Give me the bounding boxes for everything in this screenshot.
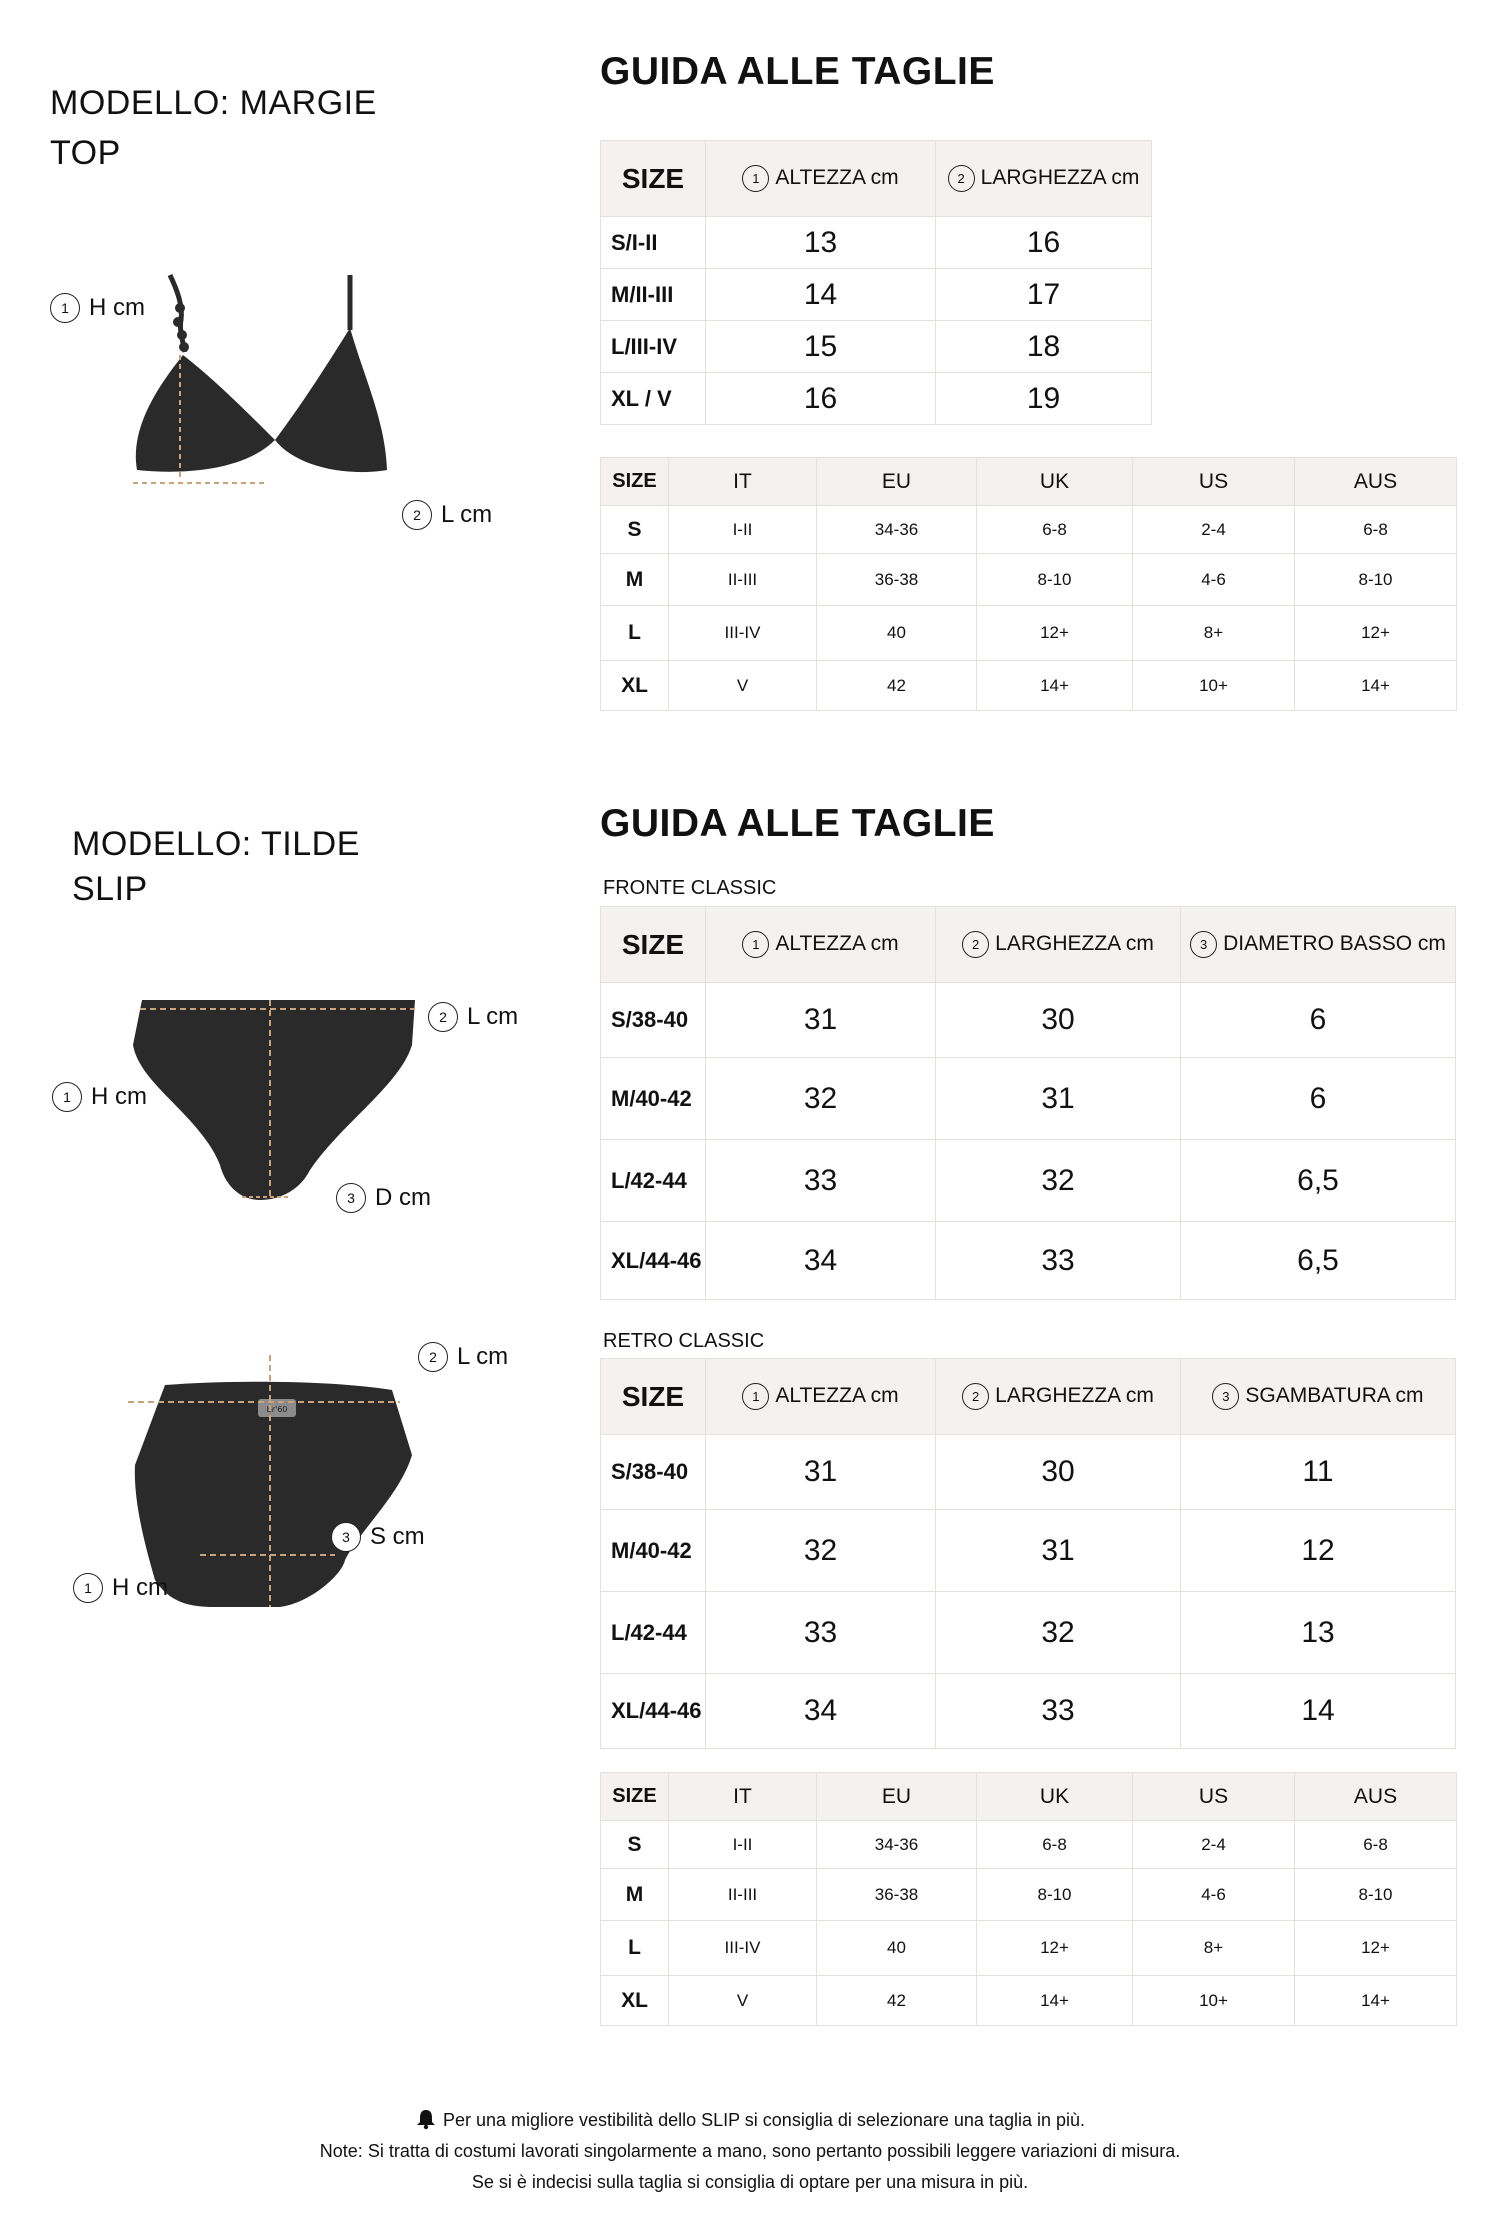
size-cell: XL/44-46 <box>601 1222 706 1300</box>
header-altezza-number: 1 <box>742 165 769 192</box>
bell-icon <box>415 2108 437 2130</box>
header-it: IT <box>669 1773 817 1821</box>
header-us: US <box>1133 1773 1295 1821</box>
aus-cell: 8-10 <box>1295 1869 1457 1921</box>
header-size: SIZE <box>601 1359 706 1435</box>
table-row <box>601 506 1457 554</box>
header-aus: AUS <box>1295 458 1457 506</box>
sgambatura-cell: 12 <box>1181 1510 1456 1592</box>
size-cell: M/40-42 <box>601 1058 706 1140</box>
us-cell: 2-4 <box>1133 506 1295 554</box>
us-cell: 8+ <box>1133 1921 1295 1976</box>
note-line-1 <box>0 2105 1500 2136</box>
us-cell: 8+ <box>1133 606 1295 661</box>
size-cell: XL / V <box>601 373 706 425</box>
table-row <box>601 269 1152 321</box>
note-line-3: Se si è indecisi sulla taglia si consiglia di optare per una misura in più. <box>471 2172 1029 2192</box>
table-header-row <box>601 1359 1456 1435</box>
top-model-name: MODELLO: MARGIE <box>50 84 377 122</box>
top-model-type: TOP <box>50 134 121 172</box>
top-measure-table <box>600 140 1152 425</box>
size-cell: M <box>601 1869 669 1921</box>
sgambatura-cell: 14 <box>1181 1674 1456 1749</box>
larghezza-cell: 19 <box>936 373 1152 425</box>
altezza-cell: 34 <box>706 1674 936 1749</box>
slip-front-callout-h-number: 1 <box>52 1082 82 1112</box>
header-diametro <box>1181 907 1456 983</box>
eu-cell: 34-36 <box>817 506 977 554</box>
aus-cell: 12+ <box>1295 1921 1457 1976</box>
size-cell: L <box>601 606 669 661</box>
size-cell: M/II-III <box>601 269 706 321</box>
table-row <box>601 983 1456 1058</box>
slip-front-callout-d-number: 3 <box>336 1183 366 1213</box>
header-sgambatura-label: SGAMBATURA cm <box>1245 1384 1424 1408</box>
table-row <box>601 1821 1457 1869</box>
slip-back-callout-h <box>73 1573 168 1603</box>
table-row <box>601 1222 1456 1300</box>
sgambatura-cell: 11 <box>1181 1435 1456 1510</box>
header-altezza-label: ALTEZZA cm <box>775 932 899 956</box>
aus-cell: 14+ <box>1295 661 1457 711</box>
slip-back-callout-l-number: 2 <box>418 1342 448 1372</box>
altezza-cell: 31 <box>706 1435 936 1510</box>
footer-notes <box>0 2105 1500 2198</box>
us-cell: 4-6 <box>1133 1869 1295 1921</box>
header-sgambatura-number: 3 <box>1212 1383 1239 1410</box>
aus-cell: 14+ <box>1295 1976 1457 2026</box>
top-callout-l-number: 2 <box>402 500 432 530</box>
altezza-cell: 13 <box>706 217 936 269</box>
header-altezza <box>706 141 936 217</box>
table-header-row <box>601 907 1456 983</box>
table-row <box>601 661 1457 711</box>
larghezza-cell: 17 <box>936 269 1152 321</box>
sgambatura-cell: 13 <box>1181 1592 1456 1674</box>
slip-front-table <box>600 906 1456 1300</box>
altezza-cell: 31 <box>706 983 936 1058</box>
header-uk: UK <box>977 458 1133 506</box>
top-right-cup <box>275 328 387 472</box>
uk-cell: 6-8 <box>977 1821 1133 1869</box>
size-cell: S/38-40 <box>601 1435 706 1510</box>
size-cell: M <box>601 554 669 606</box>
header-altezza <box>706 1359 936 1435</box>
table-row <box>601 1140 1456 1222</box>
size-cell: S <box>601 1821 669 1869</box>
note-line-2 <box>0 2136 1500 2167</box>
larghezza-cell: 33 <box>936 1674 1181 1749</box>
header-altezza-number: 1 <box>742 931 769 958</box>
slip-guide-title: GUIDA ALLE TAGLIE <box>600 802 995 845</box>
front-classic-label: FRONTE CLASSIC <box>603 877 777 899</box>
us-cell: 4-6 <box>1133 554 1295 606</box>
bikini-top-illustration <box>125 270 425 500</box>
size-cell: XL <box>601 1976 669 2026</box>
size-cell: L <box>601 1921 669 1976</box>
slip-back-callout-s <box>331 1522 425 1552</box>
header-diametro-number: 3 <box>1190 931 1217 958</box>
it-cell: V <box>669 661 817 711</box>
table-header-row <box>601 1773 1457 1821</box>
altezza-cell: 15 <box>706 321 936 373</box>
table-row <box>601 1921 1457 1976</box>
size-cell: XL/44-46 <box>601 1674 706 1749</box>
larghezza-cell: 31 <box>936 1510 1181 1592</box>
diametro-cell: 6,5 <box>1181 1222 1456 1300</box>
header-size: SIZE <box>601 1773 669 1821</box>
eu-cell: 36-38 <box>817 1869 977 1921</box>
slip-front-callout-h <box>52 1082 147 1112</box>
size-cell: S/38-40 <box>601 983 706 1058</box>
table-row <box>601 1674 1456 1749</box>
top-model-heading <box>50 78 377 178</box>
slip-back-callout-l-label: L cm <box>457 1343 509 1370</box>
aus-cell: 6-8 <box>1295 506 1457 554</box>
eu-cell: 34-36 <box>817 1821 977 1869</box>
top-callout-h-label: H cm <box>89 294 145 321</box>
header-aus: AUS <box>1295 1773 1457 1821</box>
slip-front-illustration <box>130 995 430 1210</box>
top-callout-h-number: 1 <box>50 293 80 323</box>
slip-back-callout-h-number: 1 <box>73 1573 103 1603</box>
diametro-cell: 6,5 <box>1181 1140 1456 1222</box>
larghezza-cell: 30 <box>936 983 1181 1058</box>
eu-cell: 40 <box>817 606 977 661</box>
it-cell: III-IV <box>669 1921 817 1976</box>
altezza-cell: 14 <box>706 269 936 321</box>
slip-back-callout-l <box>418 1342 508 1372</box>
eu-cell: 42 <box>817 661 977 711</box>
size-cell: L/III-IV <box>601 321 706 373</box>
diametro-cell: 6 <box>1181 983 1456 1058</box>
altezza-cell: 32 <box>706 1058 936 1140</box>
table-header-row <box>601 458 1457 506</box>
top-callout-l <box>402 500 492 530</box>
table-header-row <box>601 141 1152 217</box>
header-size: SIZE <box>601 141 706 217</box>
table-row <box>601 1058 1456 1140</box>
larghezza-cell: 31 <box>936 1058 1181 1140</box>
header-altezza <box>706 907 936 983</box>
eu-cell: 42 <box>817 1976 977 2026</box>
header-us: US <box>1133 458 1295 506</box>
top-left-cup <box>136 355 275 472</box>
size-cell: S/I-II <box>601 217 706 269</box>
header-larghezza-label: LARGHEZZA cm <box>995 1384 1154 1408</box>
table-row <box>601 606 1457 661</box>
header-size: SIZE <box>601 907 706 983</box>
uk-cell: 14+ <box>977 661 1133 711</box>
header-eu: EU <box>817 458 977 506</box>
table-row <box>601 1510 1456 1592</box>
it-cell: V <box>669 1976 817 2026</box>
size-cell: XL <box>601 661 669 711</box>
aus-cell: 12+ <box>1295 606 1457 661</box>
header-eu: EU <box>817 1773 977 1821</box>
header-altezza-label: ALTEZZA cm <box>775 166 899 190</box>
altezza-cell: 33 <box>706 1592 936 1674</box>
altezza-cell: 33 <box>706 1140 936 1222</box>
larghezza-cell: 32 <box>936 1592 1181 1674</box>
uk-cell: 6-8 <box>977 506 1133 554</box>
slip-back-callout-h-label: H cm <box>112 1574 168 1601</box>
us-cell: 2-4 <box>1133 1821 1295 1869</box>
aus-cell: 6-8 <box>1295 1821 1457 1869</box>
us-cell: 10+ <box>1133 661 1295 711</box>
uk-cell: 8-10 <box>977 554 1133 606</box>
table-row <box>601 1435 1456 1510</box>
note-line-2-text: Si tratta di costumi lavorati singolarmente a mano, sono pertanto possibili leggere variazioni di misura. <box>367 2141 1181 2161</box>
header-larghezza-label: LARGHEZZA cm <box>980 166 1140 190</box>
header-sgambatura <box>1181 1359 1456 1435</box>
uk-cell: 8-10 <box>977 1869 1133 1921</box>
note-prefix: Note: <box>319 2141 363 2161</box>
slip-front-callout-l-label: L cm <box>467 1003 519 1030</box>
altezza-cell: 16 <box>706 373 936 425</box>
it-cell: III-IV <box>669 606 817 661</box>
header-larghezza <box>936 907 1181 983</box>
table-row <box>601 1592 1456 1674</box>
us-cell: 10+ <box>1133 1976 1295 2026</box>
header-larghezza-label: LARGHEZZA cm <box>995 932 1154 956</box>
size-cell: M/40-42 <box>601 1510 706 1592</box>
slip-back-tag-text: br'60 <box>266 1405 288 1414</box>
slip-model-type: SLIP <box>72 870 148 908</box>
header-diametro-label: DIAMETRO BASSO cm <box>1223 932 1446 956</box>
eu-cell: 36-38 <box>817 554 977 606</box>
larghezza-cell: 32 <box>936 1140 1181 1222</box>
uk-cell: 14+ <box>977 1976 1133 2026</box>
table-row <box>601 1869 1457 1921</box>
slip-front-callout-l <box>428 1002 518 1032</box>
it-cell: I-II <box>669 506 817 554</box>
top-callout-h <box>50 293 145 323</box>
larghezza-cell: 18 <box>936 321 1152 373</box>
slip-front-callout-l-number: 2 <box>428 1002 458 1032</box>
header-size: SIZE <box>601 458 669 506</box>
table-row <box>601 373 1152 425</box>
slip-front-callout-d <box>336 1183 431 1213</box>
top-guide-title: GUIDA ALLE TAGLIE <box>600 50 995 93</box>
diametro-cell: 6 <box>1181 1058 1456 1140</box>
slip-back-illustration <box>130 1355 420 1610</box>
table-row <box>601 217 1152 269</box>
table-row <box>601 321 1152 373</box>
slip-conversion-table <box>600 1772 1457 2026</box>
it-cell: II-III <box>669 554 817 606</box>
note-line-1-text: Per una migliore vestibilità dello SLIP si consiglia di selezionare una taglia in più. <box>442 2110 1086 2130</box>
aus-cell: 8-10 <box>1295 554 1457 606</box>
top-left-strap-chain <box>170 275 185 352</box>
uk-cell: 12+ <box>977 1921 1133 1976</box>
slip-model-heading <box>72 822 360 912</box>
header-uk: UK <box>977 1773 1133 1821</box>
uk-cell: 12+ <box>977 606 1133 661</box>
header-altezza-label: ALTEZZA cm <box>775 1384 899 1408</box>
header-larghezza-number: 2 <box>962 1383 989 1410</box>
size-cell: S <box>601 506 669 554</box>
header-it: IT <box>669 458 817 506</box>
altezza-cell: 32 <box>706 1510 936 1592</box>
retro-classic-label: RETRO CLASSIC <box>603 1330 765 1352</box>
header-larghezza-number: 2 <box>948 165 975 192</box>
it-cell: II-III <box>669 1869 817 1921</box>
larghezza-cell: 30 <box>936 1435 1181 1510</box>
eu-cell: 40 <box>817 1921 977 1976</box>
slip-front-callout-h-label: H cm <box>91 1083 147 1110</box>
larghezza-cell: 33 <box>936 1222 1181 1300</box>
top-callout-l-label: L cm <box>441 501 493 528</box>
altezza-cell: 34 <box>706 1222 936 1300</box>
header-larghezza <box>936 141 1152 217</box>
size-cell: L/42-44 <box>601 1592 706 1674</box>
slip-model-name: MODELLO: TILDE <box>72 825 360 863</box>
slip-back-table <box>600 1358 1456 1749</box>
header-larghezza-number: 2 <box>962 931 989 958</box>
header-altezza-number: 1 <box>742 1383 769 1410</box>
slip-back-callout-s-label: S cm <box>370 1523 425 1550</box>
larghezza-cell: 16 <box>936 217 1152 269</box>
table-row <box>601 1976 1457 2026</box>
slip-back-callout-s-number: 3 <box>331 1522 361 1552</box>
top-conversion-table <box>600 457 1457 711</box>
header-larghezza <box>936 1359 1181 1435</box>
it-cell: I-II <box>669 1821 817 1869</box>
slip-front-callout-d-label: D cm <box>375 1184 431 1211</box>
table-row <box>601 554 1457 606</box>
size-cell: L/42-44 <box>601 1140 706 1222</box>
